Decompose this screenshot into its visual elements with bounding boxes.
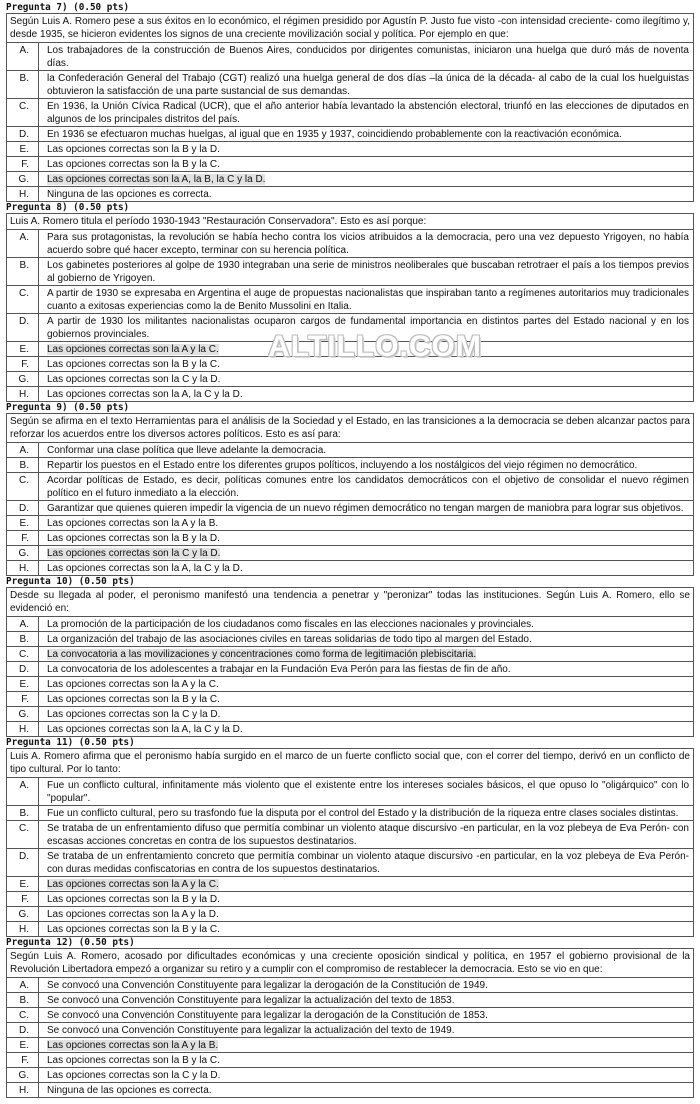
question-header: Pregunta 7) (0.50 pts) — [6, 2, 130, 13]
answer-option — [7, 443, 693, 458]
answer-option — [7, 1038, 693, 1053]
question-stem: Luis A. Romero titula el período 1930-1943 "Restauración Conservadora". Esto es así porque: — [7, 214, 693, 230]
option-text: Ninguna de las opciones es correcta. — [47, 1085, 212, 1096]
question-stem: Luis A. Romero afirma que el peronismo había surgido en el marco de un fuerte conflicto social que, con el correr del tiempo, derivó en un conflicto de tipo cultural. Por lo tanto: — [7, 749, 693, 778]
option-text: Las opciones correctas son la A y la C. — [47, 879, 219, 890]
question-header: Pregunta 8) (0.50 pts) — [6, 202, 130, 213]
option-text: Las opciones correctas son la A y la D. — [47, 909, 219, 920]
option-text: La convocatoria a las movilizaciones y concentraciones como forma de legitimación plebiscitaria. — [47, 649, 477, 660]
option-text: Las opciones correctas son la A y la C. — [47, 344, 219, 355]
answer-option — [7, 286, 693, 314]
question-header: Pregunta 11) (0.50 pts) — [6, 737, 135, 748]
answer-option — [7, 157, 693, 172]
option-letter: G. — [7, 707, 39, 721]
option-letter: H. — [7, 187, 39, 201]
exam-document — [6, 2, 694, 1098]
option-letter: F. — [7, 357, 39, 371]
option-text: Fue un conflicto cultural, pero su trasfondo fue la disputa por el control del Estado y la distribución de la riqueza entre clases sociales distintas. — [47, 808, 679, 819]
option-text: Las opciones correctas son la A, la C y la D. — [47, 563, 243, 574]
option-letter: C. — [7, 821, 39, 848]
answer-option — [7, 1083, 693, 1098]
answer-option — [7, 501, 693, 516]
option-text: Las opciones correctas son la A y la B. — [47, 518, 219, 529]
option-text: Para sus protagonistas, la revolución se había hecho contra los vicios atribuidos a la democracia, pero una vez depuesto Yrigoyen, no había acuerdo sobre qué hacer excepto, terminar con su herencia política. — [47, 232, 689, 256]
answer-option — [7, 71, 693, 99]
answer-option — [7, 372, 693, 387]
option-letter: A. — [7, 978, 39, 992]
option-text: Se convocó una Convención Constituyente para legalizar la actualización del texto de 1949. — [47, 1025, 455, 1036]
option-letter: G. — [7, 546, 39, 560]
option-letter: B. — [7, 993, 39, 1007]
option-letter: H. — [7, 561, 39, 575]
answer-option — [7, 314, 693, 342]
question-stem: Según Luis A. Romero, acosado por dificultades económicas y una creciente oposición sindical y política, en 1957 el gobierno provisional de la Revolución Libertadora empezó a organizar su retiro y a cumplir con el compromiso de restablecer la democracia. Esto se vio en que: — [7, 949, 693, 978]
answer-option — [7, 561, 693, 576]
option-letter: E. — [7, 677, 39, 691]
answer-option — [7, 43, 693, 71]
option-letter: B. — [7, 806, 39, 820]
option-text: A partir de 1930 se expresaba en Argentina el auge de propuestas nacionalistas que inspiraban tanto a regímenes autoritarios muy tradicionales cuanto a exitosas experiencias como la de Benito Mussolini en Italia. — [47, 288, 689, 312]
question-header: Pregunta 12) (0.50 pts) — [6, 937, 135, 948]
watermark-text: ALTILLO.COM — [268, 330, 482, 363]
option-letter: E. — [7, 342, 39, 356]
answer-option — [7, 1008, 693, 1023]
option-text: Las opciones correctas son la B y la C. — [47, 1055, 220, 1066]
option-letter: A. — [7, 443, 39, 457]
option-letter: G. — [7, 372, 39, 386]
option-letter: E. — [7, 1038, 39, 1052]
answer-option — [7, 993, 693, 1008]
question-box — [6, 13, 694, 202]
option-letter: D. — [7, 1023, 39, 1037]
option-text: Se trataba de un enfrentamiento concreto que permitía combinar un violento ataque discursivo -en particular, en la voz plebeya de Eva Perón- con duras medidas confiscatorias en contra de los supuestos destinatarios. — [47, 851, 689, 875]
option-letter: D. — [7, 127, 39, 141]
option-letter: B. — [7, 458, 39, 472]
answer-option — [7, 617, 693, 632]
option-text: Las opciones correctas son la B y la C. — [47, 694, 220, 705]
option-text: la Confederación General del Trabajo (CGT) realizó una huelga general de dos días –la única de la década- al cabo de la cual los huelguistas obtuvieron la satisfacción de una parte sustancial de sus demandas. — [47, 73, 689, 97]
answer-option — [7, 458, 693, 473]
option-letter: H. — [7, 387, 39, 401]
option-letter: C. — [7, 1008, 39, 1022]
option-text: Se trataba de un enfrentamiento difuso que permitía combinar un violento ataque discursivo -en particular, en la voz plebeya de Eva Perón- con escasas acciones concretas en contra de los supuestos destinatarios. — [47, 823, 689, 847]
option-text: Las opciones correctas son la B y la D. — [47, 533, 220, 544]
option-text: La organización del trabajo de las asociaciones civiles en tareas solidarias de todo tipo al margen del Estado. — [47, 634, 532, 645]
answer-option — [7, 662, 693, 677]
option-letter: A. — [7, 230, 39, 257]
question-box — [6, 748, 694, 937]
option-text: La convocatoria de los adolescentes a trabajar en la Fundación Eva Perón para las fiestas de fin de año. — [47, 664, 511, 675]
answer-option — [7, 1053, 693, 1068]
answer-option — [7, 1068, 693, 1083]
answer-option — [7, 892, 693, 907]
answer-option — [7, 778, 693, 806]
answer-option — [7, 922, 693, 937]
option-text: Las opciones correctas son la B y la C. — [47, 159, 220, 170]
option-text: La promoción de la participación de los ciudadanos como fiscales en las elecciones nacionales y provinciales. — [47, 619, 534, 630]
option-letter: G. — [7, 1068, 39, 1082]
option-letter: C. — [7, 286, 39, 313]
answer-option — [7, 546, 693, 561]
answer-option — [7, 806, 693, 821]
option-text: Las opciones correctas son la A, la B, la C y la D. — [47, 174, 266, 185]
option-letter: C. — [7, 473, 39, 500]
option-letter: E. — [7, 516, 39, 530]
option-text: Las opciones correctas son la C y la D. — [47, 374, 221, 385]
option-letter: D. — [7, 849, 39, 876]
question-stem: Desde su llegada al poder, el peronismo manifestó una tendencia a penetrar y "peronizar" todas las instituciones. Según Luis A. Romero, ello se evidenció en: — [7, 588, 693, 617]
question-box — [6, 948, 694, 1098]
answer-option — [7, 342, 693, 357]
answer-option — [7, 516, 693, 531]
option-text: Las opciones correctas son la B y la D. — [47, 894, 220, 905]
option-letter: H. — [7, 1083, 39, 1097]
option-text: Las opciones correctas son la A y la B. — [47, 1040, 219, 1051]
option-letter: B. — [7, 258, 39, 285]
option-letter: F. — [7, 892, 39, 906]
option-letter: F. — [7, 692, 39, 706]
option-text: Las opciones correctas son la A y la C. — [47, 679, 219, 690]
answer-option — [7, 849, 693, 877]
option-text: Las opciones correctas son la B y la D. — [47, 144, 220, 155]
answer-option — [7, 357, 693, 372]
answer-option — [7, 1023, 693, 1038]
question-box — [6, 587, 694, 737]
option-text: Los gabinetes posteriores al golpe de 1930 integraban una serie de ministros neoliberales que buscaban retrotraer el país a los tiempos previos al gobierno de Yrigoyen. — [47, 260, 689, 284]
option-text: Se convocó una Convención Constituyente para legalizar la actualización del texto de 1853. — [47, 995, 455, 1006]
option-letter: H. — [7, 922, 39, 936]
answer-option — [7, 692, 693, 707]
option-text: Acordar políticas de Estado, es decir, políticas comunes entre los candidatos democráticos con el objetivo de consolidar el nuevo régimen político en el futuro inmediato a la elección. — [47, 475, 689, 499]
answer-option — [7, 677, 693, 692]
option-text: Las opciones correctas son la B y la C. — [47, 359, 220, 370]
answer-option — [7, 707, 693, 722]
option-letter: F. — [7, 157, 39, 171]
option-text: Las opciones correctas son la C y la D. — [47, 1070, 221, 1081]
answer-option — [7, 647, 693, 662]
option-letter: E. — [7, 142, 39, 156]
answer-option — [7, 258, 693, 286]
option-text: Se convocó una Convención Constituyente para legalizar la derogación de la Constitución de 1949. — [47, 980, 488, 991]
answer-option — [7, 907, 693, 922]
answer-option — [7, 99, 693, 127]
option-text: En 1936 se efectuaron muchas huelgas, al igual que en 1935 y 1937, coincidiendo probablemente con la reactivación económica. — [47, 129, 622, 140]
answer-option — [7, 877, 693, 892]
option-letter: E. — [7, 877, 39, 891]
option-text: Garantizar que quienes quieren impedir la vigencia de un nuevo régimen democrático no tengan margen de maniobra para lograr sus objetivos. — [47, 503, 684, 514]
answer-option — [7, 632, 693, 647]
option-letter: C. — [7, 647, 39, 661]
answer-option — [7, 978, 693, 993]
option-letter: G. — [7, 907, 39, 921]
option-text: Las opciones correctas son la A, la C y la D. — [47, 724, 243, 735]
option-text: Las opciones correctas son la B y la C. — [47, 924, 220, 935]
option-text: Repartir los puestos en el Estado entre los diferentes grupos políticos, incluyendo a los nostálgicos del viejo régimen no democrático. — [47, 460, 638, 471]
option-letter: G. — [7, 172, 39, 186]
answer-option — [7, 172, 693, 187]
answer-option — [7, 821, 693, 849]
option-letter: D. — [7, 662, 39, 676]
option-letter: F. — [7, 1053, 39, 1067]
option-letter: A. — [7, 617, 39, 631]
question-box — [6, 413, 694, 576]
question-header: Pregunta 10) (0.50 pts) — [6, 576, 135, 587]
option-letter: C. — [7, 99, 39, 126]
answer-option — [7, 722, 693, 737]
option-letter: B. — [7, 632, 39, 646]
answer-option — [7, 187, 693, 202]
option-text: Las opciones correctas son la A, la C y la D. — [47, 389, 243, 400]
question-stem: Según Luis A. Romero pese a sus éxitos en lo económico, el régimen presidido por Agustín P. Justo fue visto -con intensidad creciente- como ilegítimo y, desde 1935, se hicieron evidentes los signos de una creciente movilización social y política. Por ejemplo en que: — [7, 14, 693, 43]
answer-option — [7, 531, 693, 546]
option-letter: B. — [7, 71, 39, 98]
option-text: Las opciones correctas son la C y la D. — [47, 548, 221, 559]
option-letter: D. — [7, 314, 39, 341]
answer-option — [7, 387, 693, 402]
answer-option — [7, 127, 693, 142]
option-letter: H. — [7, 722, 39, 736]
option-text: En 1936, la Unión Cívica Radical (UCR), que el año anterior había levantado la abstención electoral, triunfó en las elecciones de diputados en algunos de los principales distritos del país. — [47, 101, 689, 125]
answer-option — [7, 230, 693, 258]
option-text: Se convocó una Convención Constituyente para legalizar la derogación de la Constitución de 1853. — [47, 1010, 488, 1021]
option-text: Ninguna de las opciones es correcta. — [47, 189, 212, 200]
option-letter: A. — [7, 43, 39, 70]
answer-option — [7, 473, 693, 501]
option-letter: F. — [7, 531, 39, 545]
question-box — [6, 213, 694, 402]
question-header: Pregunta 9) (0.50 pts) — [6, 402, 130, 413]
option-text: A partir de 1930 los militantes nacionalistas ocuparon cargos de fundamental importancia en distintos partes del Estado nacional y en los gobiernos provinciales. — [47, 316, 689, 340]
question-stem: Según se afirma en el texto Herramientas para el análisis de la Sociedad y el Estado, en las transiciones a la democracia se deben alcanzar pactos para reforzar los acuerdos entre los diversos actores políticos. Esto es así para: — [7, 414, 693, 443]
option-letter: D. — [7, 501, 39, 515]
answer-option — [7, 142, 693, 157]
option-text: Fue un conflicto cultural, infinitamente más violento que el existente entre los intereses sociales básicos, el que opuso lo "oligárquico" con lo "popular". — [47, 780, 689, 804]
option-text: Las opciones correctas son la C y la D. — [47, 709, 221, 720]
option-letter: A. — [7, 778, 39, 805]
option-text: Conformar una clase política que lleve adelante la democracia. — [47, 445, 327, 456]
option-text: Los trabajadores de la construcción de Buenos Aires, conducidos por dirigentes comunistas, iniciaron una huelga que duró más de noventa días. — [47, 45, 689, 69]
